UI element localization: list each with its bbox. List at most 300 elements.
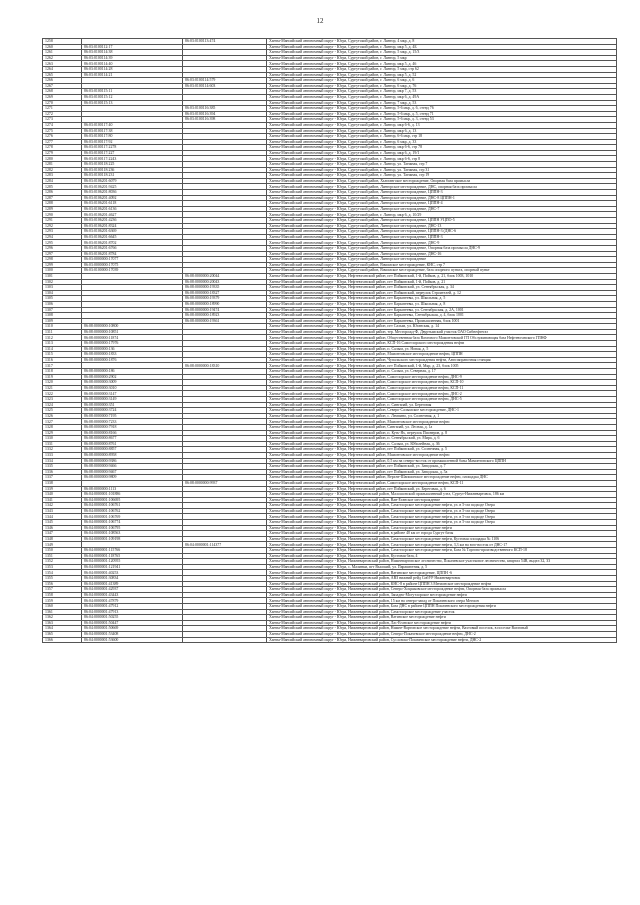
row-number-cell: 1285 (43, 184, 82, 190)
row-number-cell: 1350 (43, 548, 82, 554)
row-number-cell: 1282 (43, 167, 82, 173)
building-number-cell: 86:03:0100114:603 (183, 83, 267, 89)
cadastral-number-cell: 86:03:0100114:39 (82, 55, 183, 61)
row-number-cell: 1300 (43, 268, 82, 274)
row-number-cell: 1262 (43, 55, 82, 61)
address-cell: Ханты-Мансийский автономный округ - Югра, Нижневартовский район, Северо-Покачевское месторождение нефти, ДНС-2 (267, 631, 617, 637)
row-number-cell: 1271 (43, 106, 82, 112)
row-number-cell: 1269 (43, 94, 82, 100)
row-number-cell: 1353 (43, 564, 82, 570)
row-number-cell: 1306 (43, 301, 82, 307)
cadastral-number-cell: 86:03:0100117:2278 (82, 145, 183, 151)
cadastral-number-cell: 86:03:0100114:38 (82, 50, 183, 56)
address-cell: Ханты-Мансийский автономный округ - Югра, Сургутский район, г. Лянтор, мкр 5, д. 4Б (267, 44, 617, 50)
row-number-cell: 1351 (43, 553, 82, 559)
address-cell: Ханты-Мансийский автономный округ - Югра, Нефтеюганский район, Чупальского месторождения нефти, Автозаправочная станция (267, 357, 617, 363)
address-cell: Ханты-Мансийский автономный округ - Югра, Сургутский район, Лянторское месторождение, ЦППН-3 (ДНС-6 (267, 229, 617, 235)
address-cell: Ханты-Мансийский автономный округ - Югра, Нефтеюганский район, пгт Салым, ул. Юганская, д. 14 (267, 324, 617, 330)
row-number-cell: 1292 (43, 223, 82, 229)
row-number-cell: 1340 (43, 492, 82, 498)
address-cell: Ханты-Мансийский автономный округ - Югра, Нефтеюганский район, пгт Пойковский, переулок Строителей, д. 12 (267, 290, 617, 296)
address-cell: Ханты-Мансийский автономный округ - Югра, Нижневартовский район, Самотлорское месторождение нефти, Кустовая площадка № 1106 (267, 536, 617, 542)
address-cell: Ханты-Мансийский автономный округ - Югра, Нижневартовский район, Северо-Хохряковское месторождение нефти, Опорная база промысла (267, 587, 617, 593)
cadastral-number-cell: 86:04:0000001:53600 (82, 637, 183, 643)
address-cell: Ханты-Мансийский автономный округ - Югра, Сургутский район, г. Лянтор, 5 мкр, д. 15/3 (267, 50, 617, 56)
address-cell: Ханты-Мансийский автономный округ - Югра, Нефтеюганский район, Мамонтовское месторождение нефти (267, 452, 617, 458)
address-cell: Ханты-Мансийский автономный округ - Югра, Нефтеюганский район, пгт Каркатеевы, ул. Сентябрьская, д. 2А, 1001 (267, 307, 617, 313)
building-number-cell (183, 637, 267, 643)
address-cell: Ханты-Мансийский автономный округ - Югра, Нефтеюганский район, Самотлорское месторождение нефти, ДНС-9 (267, 374, 617, 380)
building-number-cell: 86:08:0000000:19361 (183, 318, 267, 324)
address-cell: Ханты-Мансийский автономный округ - Югра, Нефтеюганский район, Северо-Салымское месторождение, ДНС-1 (267, 408, 617, 414)
address-cell: Ханты-Мансийский автономный округ - Югра, Нефтеюганский район, пгт Пойковский, ул. Сентябрьская, д. 34 (267, 285, 617, 291)
address-cell: Ханты-Мансийский автономный округ - Югра, Сургутский район, г. Лянтор, мкр 6-6, д. 13 (267, 122, 617, 128)
row-number-cell: 1293 (43, 229, 82, 235)
cadastral-number-cell: 86:04:0000001:47913 (82, 609, 183, 615)
cadastral-number-cell: 86:03:0100115:13 (82, 100, 183, 106)
cadastral-number-cell: 86:03:0100117:40 (82, 122, 183, 128)
cadastral-number-cell: 86:08:0000000:7233 (82, 419, 183, 425)
address-cell: Ханты-Мансийский автономный округ - Югра, Нижневартовский район, Самотлорское месторождение нефти, ул. в 5-ом подходе Озера (267, 520, 617, 526)
address-cell: Ханты-Мансийский автономный округ - Югра, Нефтеюганский район, п. Сингапай, ул. Береговая (267, 402, 617, 408)
cadastral-number-cell: 86:08:0000000:7195 (82, 413, 183, 419)
row-number-cell: 1322 (43, 391, 82, 397)
cadastral-number-cell: 86:03:0106201:6645 (82, 234, 183, 240)
cadastral-number-cell: 86:03:0100118:225 (82, 162, 183, 168)
row-number-cell: 1281 (43, 162, 82, 168)
address-cell: Ханты-Мансийский автономный округ - Югра, Нефтеюганский район, пгт Пойковский, 1-й, Пойков, д. 21 (267, 279, 617, 285)
cadastral-number-cell: 86:03:0100117:227 (82, 150, 183, 156)
cadastral-number-cell: 86:04:0000001:50255 (82, 615, 183, 621)
address-cell: Ханты-Мансийский автономный округ - Югра, Сургутский район, Лянторское месторождение, Опорная база промысла ДНС-9 (267, 245, 617, 251)
row-number-cell: 1337 (43, 475, 82, 481)
building-number-cell: 86:03:0100116:398 (183, 117, 267, 123)
row-number-cell: 1296 (43, 245, 82, 251)
row-number-cell: 1362 (43, 615, 82, 621)
address-cell: Ханты-Мансийский автономный округ - Югра, Сургутский район, г. Лянтор, мкр 6, д. 10/29 (267, 212, 617, 218)
building-number-cell: 86:08:0000000:9937 (183, 480, 267, 486)
address-cell: Ханты-Мансийский автономный округ - Югра, Сургутский район, г. Лянтор, 5 мкр, стр 62 (267, 66, 617, 72)
address-cell: Ханты-Мансийский автономный округ - Югра, Нижневартовский район, Самотлорское месторождение нефти (267, 525, 617, 531)
address-cell: Ханты-Мансийский автономный округ - Югра, Сургутский район, г. Лянтор, 6 мкр, д. 33 (267, 139, 617, 145)
register-table (42, 38, 617, 643)
address-cell: Ханты-Мансийский автономный округ - Югра, Сургутский район, г. Лянтор, мкр 6-6, стр 8 (267, 156, 617, 162)
cadastral-number-cell: 86:03:0100117:38 (82, 128, 183, 134)
cadastral-number-cell: 86:03:0106201:4627 (82, 212, 183, 218)
row-number-cell: 1319 (43, 374, 82, 380)
row-number-cell: 1331 (43, 441, 82, 447)
row-number-cell: 1341 (43, 497, 82, 503)
address-cell: Ханты-Мансийский автономный округ - Югра, Сургутский район, г. Лянтор, 5-6 мкр, д. 6, стенд 76 (267, 106, 617, 112)
cadastral-number-cell: 86:03:0100114:40 (82, 61, 183, 67)
cadastral-number-cell: 86:04:0000001:106695 (82, 497, 183, 503)
row-number-cell: 1329 (43, 430, 82, 436)
cadastral-number-cell: 86:03:0106201:8702 (82, 240, 183, 246)
row-number-cell: 1303 (43, 285, 82, 291)
cadastral-number-cell: 86:04:0000001:42937 (82, 587, 183, 593)
cadastral-number-cell: 86:04:0000001:40253 (82, 570, 183, 576)
address-cell: Ханты-Мансийский автономный округ - Югра, Нижневартовский район, в районе 40 км от города Сургут базы (267, 531, 617, 537)
building-number-cell: 86:08:0000000:18923 (183, 313, 267, 319)
address-cell: Ханты-Мансийский автономный округ - Югра, Сургутский район, г. Лянтор, 7 мкр, д. 53 (267, 100, 617, 106)
address-cell: Ханты-Мансийский автономный округ - Югра, Сургутский район, г. Лянтор, мкр 5, д. 46 (267, 61, 617, 67)
row-number-cell: 1326 (43, 413, 82, 419)
cadastral-number-cell: 86:03:0000000:17075 (82, 262, 183, 268)
cadastral-number-cell: 86:03:0106201:9425 (82, 184, 183, 190)
row-number-cell: 1355 (43, 576, 82, 582)
row-number-cell: 1339 (43, 486, 82, 492)
cadastral-number-cell: 86:04:0000001:53408 (82, 631, 183, 637)
address-cell: Ханты-Мансийский автономный округ - Югра, Нефтеюганский район, 0,5 км на северо-восток от промышленной базы Мамонтовского ЦППН (267, 458, 617, 464)
address-cell: Ханты-Мансийский автономный округ - Югра, Нефтеюганский район, пгт Пойковский, 1-й, Мкр, д. 23, блок 1005 (267, 363, 617, 369)
address-cell: Ханты-Мансийский автономный округ - Югра, Нефтеюганский район, Самотлорское месторождение нефти, КСП-11 (267, 480, 617, 486)
row-number-cell: 1356 (43, 581, 82, 587)
address-cell: Ханты-Мансийский автономный округ - Югра, Нефтеюганский район, п. Куть-Ях, переулок Пионеров, д. 8 (267, 430, 617, 436)
cadastral-number-cell: 86:03:0000000:17077 (82, 257, 183, 263)
row-number-cell: 1330 (43, 436, 82, 442)
address-cell: Ханты-Мансийский автономный округ - Югра, Нефтеюганский район, пгт Пойковский, ул. Заводская, д. 5а (267, 469, 617, 475)
cadastral-number-cell: 86:03:0100118:236 (82, 167, 183, 173)
cadastral-number-cell: 86:04:0000001:109198 (82, 536, 183, 542)
address-cell: Ханты-Мансийский автономный округ - Югра, Нижневартовский район, Самотлорское месторождение нефти, База № Торгово-производственного КСП-18 (267, 548, 617, 554)
cadastral-number-cell: 86:08:0000000:8677 (82, 436, 183, 442)
row-number-cell: 1278 (43, 145, 82, 151)
address-cell: Ханты-Мансийский автономный округ - Югра, Нижневартовский район, 15 км на северо-запад от Покачевского озера Мегион (267, 598, 617, 604)
cadastral-number-cell: 86:03:0100114:21 (82, 72, 183, 78)
cadastral-number-cell: 86:04:0000001:115766 (82, 548, 183, 554)
address-cell: Ханты-Мансийский автономный округ - Югра, Сургутский район, Лянторское месторождение, ЦППН-3 (267, 234, 617, 240)
cadastral-number-cell: 86:04:0000001:101886 (82, 492, 183, 498)
row-number-cell: 1363 (43, 620, 82, 626)
row-number-cell: 1315 (43, 352, 82, 358)
row-number-cell: 1277 (43, 139, 82, 145)
row-number-cell: 1313 (43, 341, 82, 347)
address-cell: Ханты-Мансийский автономный округ - Югра, Сургутский район, Вачимское месторождение, база опорного пункта, опорный пункт (267, 268, 617, 274)
cadastral-number-cell: 86:04:0000001:120955 (82, 559, 183, 565)
address-cell: Ханты-Мансийский автономный округ - Югра, Сургутский район, Лянторское месторождение, ЦППН-4 (267, 201, 617, 207)
address-cell: Ханты-Мансийский автономный округ - Югра, Нефтеюганский район, пгт Пойковский, ул. Береговая, д. 6 (267, 486, 617, 492)
row-number-cell: 1270 (43, 100, 82, 106)
cadastral-number-cell: 86:04:0000001:118765 (82, 553, 183, 559)
address-cell: Ханты-Мансийский автономный округ - Югра, Нижневартовский район, Самотлорское месторождение нефти, ул. в 5-ом подходе Озера (267, 508, 617, 514)
row-number-cell: 1276 (43, 134, 82, 140)
row-number-cell: 1328 (43, 424, 82, 430)
cadastral-number-cell: 86:04:0000001:43443 (82, 592, 183, 598)
row-number-cell: 1323 (43, 397, 82, 403)
row-number-cell: 1305 (43, 296, 82, 302)
row-number-cell: 1310 (43, 324, 82, 330)
cadastral-number-cell: 86:08:0000000:3009 (82, 380, 183, 386)
cadastral-number-cell: 86:04:0000001:47879 (82, 598, 183, 604)
row-number-cell: 1324 (43, 402, 82, 408)
cadastral-number-cell: 86:03:0100112:17 (82, 44, 183, 50)
address-cell: Ханты-Мансийский автономный округ - Югра, Сургутский район, г. Лянтор, мкр 6, д. 49А (267, 94, 617, 100)
cadastral-number-cell: 86:03:0100117:80 (82, 134, 183, 140)
address-cell: Ханты-Мансийский автономный округ - Югра, Сургутский район, г. Лянтор, 6-6 мкр, стр 18 (267, 134, 617, 140)
address-cell: Ханты-Мансийский автономный округ - Югра, Сургутский район, Лянторское месторождение, ЦППН УЦПО-5 (267, 218, 617, 224)
address-cell: Ханты-Мансийский автономный округ - Югра, Сургутский район, г. Лянтор, ул. Таежная, стр 19 (267, 173, 617, 179)
row-number-cell: 1304 (43, 290, 82, 296)
cadastral-number-cell: 86:04:0000001:50669 (82, 626, 183, 632)
building-number-cell: 86:08:0000000:20044 (183, 273, 267, 279)
row-number-cell: 1287 (43, 195, 82, 201)
row-number-cell: 1286 (43, 190, 82, 196)
row-number-cell: 1357 (43, 587, 82, 593)
row-number-cell: 1364 (43, 626, 82, 632)
address-cell: Ханты-Мансийский автономный округ - Югра, Нефтеюганский район, тер. Месторожд-Ф, Двуртымский участок ОАО Сибнефтегаз (267, 329, 617, 335)
cadastral-number-cell: 86:04:0000001:50447 (82, 620, 183, 626)
row-number-cell: 1299 (43, 262, 82, 268)
address-cell: Ханты-Мансийский автономный округ - Югра, Нефтеюганский район, пгт Каркатеевы, Промышленная, блок 1001 (267, 318, 617, 324)
address-cell: Ханты-Мансийский автономный округ - Югра, Нефтеюганский район, пгт Пойковский, ул. Заводская, д. 7 (267, 464, 617, 470)
row-number-cell: 1360 (43, 603, 82, 609)
address-cell: Ханты-Мансийский автономный округ - Югра, Сургутский район, г. Лянтор, 6 мкр, д. 76 (267, 83, 617, 89)
address-cell: Ханты-Мансийский автономный округ - Югра, Сургутский район, Лянторское месторождение, ДНС-9 (267, 240, 617, 246)
row-number-cell: 1273 (43, 117, 82, 123)
row-number-cell: 1298 (43, 257, 82, 263)
address-cell: Ханты-Мансийский автономный округ - Югра, Нижневартовский район, База ДНС в районе ЦППН Покачевского месторождения нефти (267, 603, 617, 609)
building-number-cell: 86:08:0000000:19474 (183, 307, 267, 313)
address-cell: Ханты-Мансийский автономный округ - Югра, Нефтеюганский район, Самотлорское месторождение нефти, КСП-11 (267, 385, 617, 391)
cadastral-number-cell: 86:08:0000000:3010 (82, 385, 183, 391)
address-cell: Ханты-Мансийский автономный округ - Югра, Нефтеюганский район, п. Салым, ул. Северная, д. 17 (267, 369, 617, 375)
address-cell: Ханты-Мансийский автономный округ - Югра, Нижневартовский район, Самотлорское месторождение нефти, ул. в 5-ом подходе Озера (267, 514, 617, 520)
address-cell: Ханты-Мансийский автономный округ - Югра, Нефтеюганский район, Сингапай, ул. Лесная, д. 1а (267, 424, 617, 430)
row-number-cell: 1290 (43, 212, 82, 218)
cadastral-number-cell: 86:03:0106201:6369 (82, 229, 183, 235)
row-number-cell: 1297 (43, 251, 82, 257)
row-number-cell: 1275 (43, 128, 82, 134)
address-cell: Ханты-Мансийский автономный округ - Югра, Нижневартовский район, КНС-8 в районе ЦППН 3 Мегионское месторождение нефти (267, 581, 617, 587)
address-cell: Ханты-Мансийский автономный округ - Югра, Сургутский район, г. Лянтор, ул. Таежная, стр 7 (267, 162, 617, 168)
row-number-cell: 1309 (43, 318, 82, 324)
address-cell: Ханты-Мансийский автономный округ - Югра, Нефтеюганский район, пгт Пойковский, ул. Солнечная, д. 5 (267, 447, 617, 453)
cadastral-number-cell: 86:03:0106201:6118 (82, 201, 183, 207)
building-number-cell: 86:08:0000000:18310 (183, 363, 267, 369)
cadastral-number-cell: 86:03:0100117:2243 (82, 156, 183, 162)
row-number-cell: 1347 (43, 531, 82, 537)
building-number-cell: 86:08:0000000:18327 (183, 290, 267, 296)
row-number-cell: 1261 (43, 50, 82, 56)
row-number-cell: 1343 (43, 508, 82, 514)
cadastral-number-cell: 86:04:0000001:106795 (82, 525, 183, 531)
address-cell: Ханты-Мансийский автономный округ - Югра, Нефтеюганский район, п. Салым, ул. Юбилейная, д. 36 (267, 441, 617, 447)
row-number-cell: 1349 (43, 542, 82, 548)
cadastral-number-cell: 86:04:0000001:106774 (82, 520, 183, 526)
cadastral-number-cell: 86:03:0106201:8324 (82, 223, 183, 229)
row-number-cell: 1321 (43, 385, 82, 391)
row-number-cell: 1301 (43, 273, 82, 279)
cadastral-number-cell: 86:08:0000000:9809 (82, 475, 183, 481)
row-number-cell: 1291 (43, 218, 82, 224)
address-cell: Ханты-Мансийский автономный округ - Югра, Сургутский район, г. Лянтор, мкр 7, д. 53 (267, 89, 617, 95)
row-number-cell: 1289 (43, 206, 82, 212)
row-number-cell: 1265 (43, 72, 82, 78)
cadastral-number-cell: 86:08:0000000:10800 (82, 324, 183, 330)
row-number-cell: 1366 (43, 637, 82, 643)
row-number-cell: 1302 (43, 279, 82, 285)
address-cell: Ханты-Мансийский автономный округ - Югра, Сургутский район, Лянторское месторождение (267, 257, 617, 263)
address-cell: Ханты-Мансийский автономный округ - Югра, Сургутский район, г. Лянтор, 4 мкр, д. 8 (267, 39, 617, 45)
cadastral-number-cell: 86:03:0106201:4092 (82, 195, 183, 201)
address-cell: Ханты-Мансийский автономный округ - Югра, Нижневартовский район, Самотлорское месторождение нефти, 3,3 км на юго-восток от ДНС-17 (267, 542, 617, 548)
row-number-cell: 1338 (43, 480, 82, 486)
address-cell: Ханты-Мансийский автономный округ - Югра, Нефтеюганский район, пгт Пойковский, 1-й, Пойков, д. 21, блок 1003, 1010 (267, 273, 617, 279)
address-cell: Ханты-Мансийский автономный округ - Югра, Сургутский район, г. Лянтор, 5 мкр (267, 55, 617, 61)
row-number-cell: 1314 (43, 346, 82, 352)
cadastral-number-cell: 86:08:0000000:11874 (82, 335, 183, 341)
building-number-cell: 86:03:0100114:579 (183, 78, 267, 84)
cadastral-number-cell: 86:03:0106201:8784 (82, 251, 183, 257)
address-cell: Ханты-Мансийский автономный округ - Югра, Нефтеюганский район, Верхне-Шапшинское месторождение нефти, площадка ДНС (267, 475, 617, 481)
row-number-cell: 1295 (43, 240, 82, 246)
row-number-cell: 1354 (43, 570, 82, 576)
address-cell: Ханты-Мансийский автономный округ - Югра, Нефтеюганский район, КСП-16 Самотлорского месторождения нефти (267, 341, 617, 347)
row-number-cell: 1263 (43, 61, 82, 67)
address-cell: Ханты-Мансийский автономный округ - Югра, Нижневартовский район, Нижне-Вартовское месторождение нефти, Вахтовый поселок, в поселке Вахтовый (267, 626, 617, 632)
row-number-cell: 1359 (43, 598, 82, 604)
row-number-cell: 1266 (43, 78, 82, 84)
address-cell: Ханты-Мансийский автономный округ - Югра, Нефтеюганский район, Мамонтовское месторождение нефти (267, 419, 617, 425)
building-number-cell: 86:03:0100116:385 (183, 106, 267, 112)
address-cell: Ханты-Мансийский автономный округ - Югра, с. Малинки, пгт Высокий, ул. Парашютная, д. 5 (267, 564, 617, 570)
cadastral-number-cell: 86:04:0000001:106769 (82, 514, 183, 520)
cadastral-number-cell: 86:04:0000001:121941 (82, 564, 183, 570)
row-number-cell: 1279 (43, 150, 82, 156)
address-cell: Ханты-Мансийский автономный округ - Югра, Нижневартовский район, Самотлорское месторождение участок (267, 609, 617, 615)
row-number-cell: 1272 (43, 111, 82, 117)
row-number-cell: 1317 (43, 363, 82, 369)
address-cell: Ханты-Мансийский автономный округ - Югра, Нижневартовский район, Ватинское месторождение, ЦППН -6 (267, 570, 617, 576)
row-number-cell: 1334 (43, 458, 82, 464)
address-cell: Ханты-Мансийский автономный округ - Югра, Нижневартовский район, Малошонский промышленный узел, Сургут-Нижневартовск, 186 км (267, 492, 617, 498)
building-number-cell: 86:03:0100116:394 (183, 111, 267, 117)
row-number-cell: 1345 (43, 520, 82, 526)
cadastral-number-cell: 86:08:0000000:136 (82, 346, 183, 352)
cadastral-number-cell: 86:08:0000000:8857 (82, 447, 183, 453)
cadastral-number-cell: 86:04:0000001:106761 (82, 503, 183, 509)
address-cell: Ханты-Мансийский автономный округ - Югра, Сургутский район, г. Лянтор, мкр 6, д. 19/1 (267, 150, 617, 156)
cadastral-number-cell: 86:08:0000000:8958 (82, 452, 183, 458)
address-cell: Ханты-Мансийский автономный округ - Югра, Сургутский район, г. Лянтор, 5-6 мкр, д. 3, стенд 53 (267, 117, 617, 123)
row-number-cell: 1284 (43, 178, 82, 184)
address-cell: Ханты-Мансийский автономный округ - Югра, Сургутский район, Хьюгангское месторождение, Опорная база промысла (267, 178, 617, 184)
cadastral-number-cell: 86:08:0000000:3147 (82, 391, 183, 397)
row-number-cell: 1307 (43, 307, 82, 313)
address-cell: Ханты-Мансийский автономный округ - Югра, Нефтеюганский район, п. Сентябрьский, ул. Мира, д. 6 (267, 436, 617, 442)
cadastral-number-cell: 86:08:0000000:9467 (82, 469, 183, 475)
address-cell: Ханты-Мансийский автономный округ - Югра, Нефтеюганский район, пгт Каркатеевы, ул. Школьная, д. 5 (267, 296, 617, 302)
address-cell: Ханты-Мансийский автономный округ - Югра, Нижневартовский район, Кустовая база, 4 (267, 553, 617, 559)
cadastral-number-cell: 86:08:0000000:8166 (82, 430, 183, 436)
address-cell: Ханты-Мансийский автономный округ - Югра, Нефтеюганский район, Самотлорское месторождение нефти, КСП-10 (267, 380, 617, 386)
row-number-cell: 1332 (43, 447, 82, 453)
cadastral-number-cell: 86:08:0000000:17976 (82, 341, 183, 347)
row-number-cell: 1267 (43, 83, 82, 89)
address-cell: Ханты-Мансийский автономный округ - Югра, Нефтеюганский район, Самотлорское месторождение нефти, ДНС-2 (267, 391, 617, 397)
cadastral-number-cell: 86:08:0000000:3149 (82, 397, 183, 403)
row-number-cell: 1294 (43, 234, 82, 240)
address-cell: Ханты-Мансийский автономный округ - Югра, Сургутский район, Лянторское месторождение, ДНС, опорная база промысла (267, 184, 617, 190)
row-number-cell: 1258 (43, 39, 82, 45)
address-cell: Ханты-Мансийский автономный округ - Югра, Нефтеюганский район, п. Салым, ул. Новая, д. 5 (267, 346, 617, 352)
row-number-cell: 1344 (43, 514, 82, 520)
address-cell: Ханты-Мансийский автономный округ - Югра, Сургутский район, г. Лянтор, мкр 6-6, стр 78 (267, 145, 617, 151)
row-number-cell: 1335 (43, 464, 82, 470)
cadastral-number-cell: 86:03:0100115:11 (82, 89, 183, 95)
cadastral-number-cell: 86:08:0000000:1876 (82, 357, 183, 363)
cadastral-number-cell: 86:08:0000000:1833 (82, 352, 183, 358)
cadastral-number-cell: 86:04:0000001:47912 (82, 603, 183, 609)
cadastral-number-cell: 86:08:0000000:186 (82, 369, 183, 375)
row-number-cell: 1283 (43, 173, 82, 179)
row-number-cell: 1268 (43, 89, 82, 95)
row-number-cell: 1336 (43, 469, 82, 475)
address-cell: Ханты-Мансийский автономный округ - Югра, Нижневартовский район, Ватинское месторождение нефти (267, 615, 617, 621)
address-cell: Ханты-Мансийский автономный округ - Югра, Нижневартовский район, Нижневартовское лесничество, Покачевское участковое лесничество, квартал 54В, выдел 32, 33 (267, 559, 617, 565)
building-number-cell: 86:08:0000000:20043 (183, 279, 267, 285)
cadastral-number-cell: 86:03:0100114:28 (82, 66, 183, 72)
cadastral-number-cell: 86:03:0106201:4236 (82, 218, 183, 224)
cadastral-number-cell: 86:03:0106201:6766 (82, 245, 183, 251)
row-number-cell: 1280 (43, 156, 82, 162)
address-cell: Ханты-Мансийский автономный округ - Югра, Нижневартовский район, Самотлорское месторождение нефти, ул. в 5-ом подходе Озера (267, 503, 617, 509)
row-number-cell: 1316 (43, 357, 82, 363)
cadastral-number-cell: 86:08:0000000:1113 (82, 486, 183, 492)
row-number-cell: 1311 (43, 329, 82, 335)
address-cell: Ханты-Мансийский автономный округ - Югра, Нижневартовский район, Сусловско-Покачевское месторождение нефти, ДНС-2 (267, 637, 617, 643)
row-number-cell: 1264 (43, 66, 82, 72)
address-cell: Ханты-Mансийский автономный округ - Югра, Сургутский район, Лянторское месторождение, ДНС-8 ЦППН-1 (267, 195, 617, 201)
address-cell: Ханты-Мансийский автономный округ - Югра, Нефтеюганский район, Самотлорское месторождение нефти, ДНС-5 (267, 397, 617, 403)
cadastral-number-cell: 86:03:0106201:8036 (82, 190, 183, 196)
address-cell: Ханты-Мансийский автономный округ - Югра, Сургутский район, г. Лянтор, мкр 6, д. 13 (267, 128, 617, 134)
cadastral-number-cell: 86:04:0000001:108563 (82, 531, 183, 537)
row-number-cell: 1308 (43, 313, 82, 319)
cadastral-number-cell: 86:03:0100117:92 (82, 139, 183, 145)
cadastral-number-cell: 86:08:0000000:10851 (82, 329, 183, 335)
register-table-body (43, 39, 617, 643)
cadastral-number-cell: 86:08:0000000:7918 (82, 424, 183, 430)
building-number-cell: 86:03:0100113:474 (183, 39, 267, 45)
row-number-cell: 1361 (43, 609, 82, 615)
row-number-cell: 1342 (43, 503, 82, 509)
building-number-cell: 86:08:0000000:18990 (183, 301, 267, 307)
row-number-cell: 1348 (43, 536, 82, 542)
address-cell: Ханты-Мансийский автономный округ - Югра, Нижневартовский район, Лас-Еганское месторождение нефти (267, 620, 617, 626)
cadastral-number-cell: 86:04:0000001:30834 (82, 576, 183, 582)
address-cell: Ханты-Мансийский автономный округ - Югра, Сургутский район, Лянторское месторождение, ЦППН-3 (267, 190, 617, 196)
cadastral-number-cell: 86:03:0100000:17039 (82, 268, 183, 274)
row-number-cell: 1274 (43, 122, 82, 128)
address-cell: Ханты-Мансийский автономный округ - Югра, Нефтеюганский район, Общественная база Вахтового Мамонтовской ГП Обслуживающая база Нефтеюганского ГПНФ (267, 335, 617, 341)
row-number-cell: 1312 (43, 335, 82, 341)
address-cell: Ханты-Мансийский автономный округ - Югра, Нижневартовский район, АВЗ нижний рейд СибУР Нижневартовск (267, 576, 617, 582)
page-number: 12 (316, 17, 324, 25)
row-number-cell: 1260 (43, 44, 82, 50)
cadastral-number-cell: 86:08:0000000:351 (82, 402, 183, 408)
cadastral-number-cell: 86:04:0000001:106762 (82, 508, 183, 514)
row-number-cell: 1358 (43, 592, 82, 598)
cadastral-number-cell: 86:08:0000000:9386 (82, 458, 183, 464)
row-number-cell: 1346 (43, 525, 82, 531)
cadastral-number-cell: 86:03:0106201:6079 (82, 178, 183, 184)
address-cell: Ханты-Мансийский автономный округ - Югра, Нефтеюганский район, Мамонтовское месторождение нефти, ЦППН (267, 352, 617, 358)
cadastral-number-cell: 86:08:0000000:9466 (82, 464, 183, 470)
building-number-cell: 86:04:0000001:114377 (183, 542, 267, 548)
cadastral-number-cell: 86:03:0100118:231 (82, 173, 183, 179)
row-number-cell: 1288 (43, 201, 82, 207)
